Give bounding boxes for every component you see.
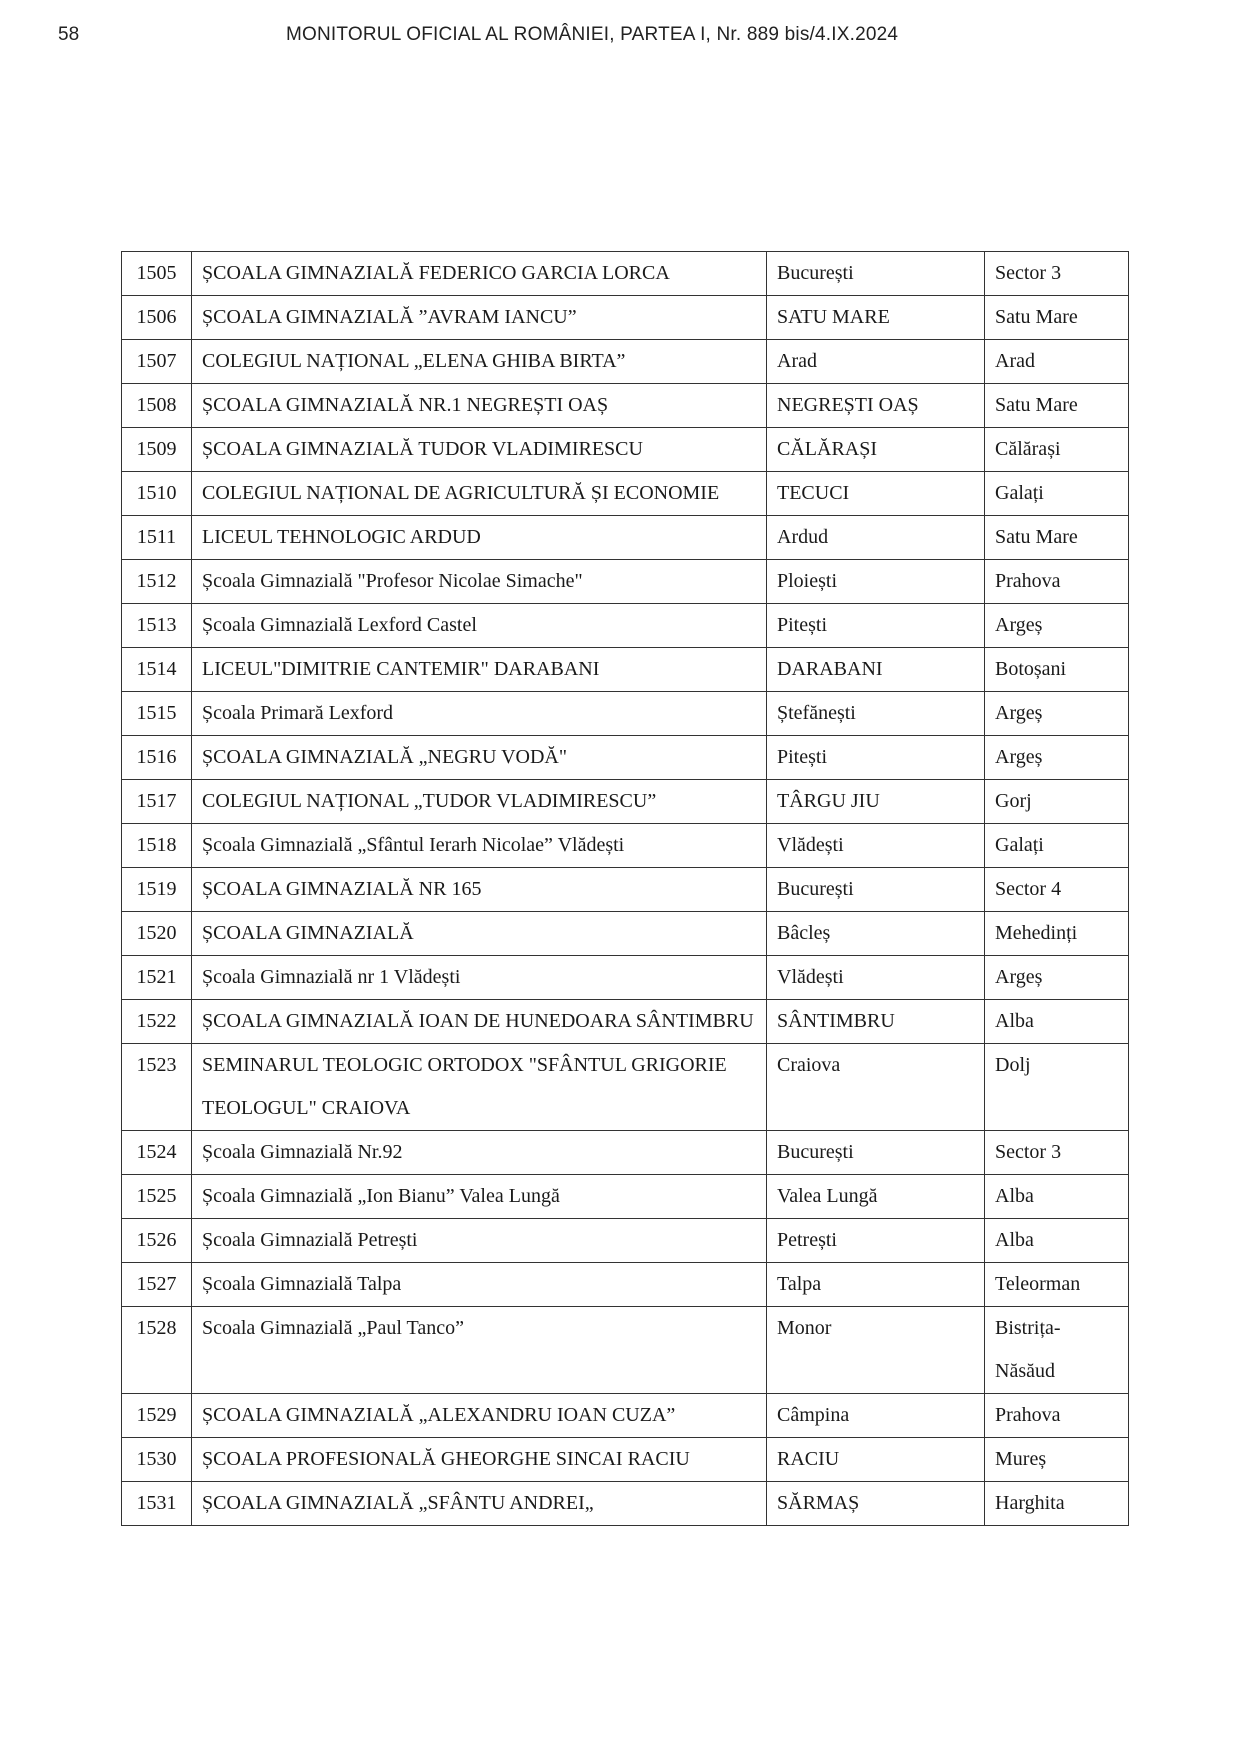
school-name: ȘCOALA GIMNAZIALĂ IOAN DE HUNEDOARA SÂNTIMBRU (192, 1000, 767, 1044)
row-number: 1523 (122, 1044, 192, 1131)
county: Mehedinți (985, 912, 1129, 956)
table-row (122, 956, 1129, 1000)
row-number: 1521 (122, 956, 192, 1000)
locality: Pitești (767, 736, 985, 780)
locality: Ștefănești (767, 692, 985, 736)
row-number: 1508 (122, 384, 192, 428)
table-row (122, 912, 1129, 956)
row-number: 1516 (122, 736, 192, 780)
row-number: 1509 (122, 428, 192, 472)
school-name: ȘCOALA GIMNAZIALĂ „ALEXANDRU IOAN CUZA” (192, 1394, 767, 1438)
schools-table (121, 251, 1129, 1526)
table-row (122, 1482, 1129, 1526)
locality: București (767, 868, 985, 912)
locality: Valea Lungă (767, 1175, 985, 1219)
row-number: 1526 (122, 1219, 192, 1263)
table-row (122, 824, 1129, 868)
school-name: Școala Gimnazială „Sfântul Ierarh Nicolae” Vlădești (192, 824, 767, 868)
school-name: ȘCOALA GIMNAZIALĂ FEDERICO GARCIA LORCA (192, 252, 767, 296)
school-name: LICEUL TEHNOLOGIC ARDUD (192, 516, 767, 560)
table-row (122, 384, 1129, 428)
school-name: Școala Gimnazială Petrești (192, 1219, 767, 1263)
locality: RACIU (767, 1438, 985, 1482)
table-row (122, 1307, 1129, 1394)
county: Argeș (985, 604, 1129, 648)
locality: DARABANI (767, 648, 985, 692)
locality: TECUCI (767, 472, 985, 516)
row-number: 1529 (122, 1394, 192, 1438)
row-number: 1519 (122, 868, 192, 912)
table-row (122, 516, 1129, 560)
row-number: 1520 (122, 912, 192, 956)
row-number: 1512 (122, 560, 192, 604)
row-number: 1522 (122, 1000, 192, 1044)
locality: Arad (767, 340, 985, 384)
county: Alba (985, 1000, 1129, 1044)
page-header-title: MONITORUL OFICIAL AL ROMÂNIEI, PARTEA I, Nr. 889 bis/4.IX.2024 (286, 24, 899, 45)
school-name: ȘCOALA PROFESIONALĂ GHEORGHE SINCAI RACIU (192, 1438, 767, 1482)
page-number: 58 (58, 24, 80, 45)
school-name: COLEGIUL NAȚIONAL „TUDOR VLADIMIRESCU” (192, 780, 767, 824)
table-row (122, 472, 1129, 516)
table-row (122, 252, 1129, 296)
locality: SĂRMAȘ (767, 1482, 985, 1526)
school-name: ȘCOALA GIMNAZIALĂ „SFÂNTU ANDREI„ (192, 1482, 767, 1526)
county: Prahova (985, 1394, 1129, 1438)
county: Galați (985, 472, 1129, 516)
table-row (122, 560, 1129, 604)
county: Satu Mare (985, 516, 1129, 560)
locality: Pitești (767, 604, 985, 648)
locality: Ardud (767, 516, 985, 560)
county: Botoșani (985, 648, 1129, 692)
school-name: SEMINARUL TEOLOGIC ORTODOX "SFÂNTUL GRIGORIE TEOLOGUL" CRAIOVA (192, 1044, 767, 1131)
row-number: 1505 (122, 252, 192, 296)
school-name: Școala Gimnazială Lexford Castel (192, 604, 767, 648)
school-name: ȘCOALA GIMNAZIALĂ TUDOR VLADIMIRESCU (192, 428, 767, 472)
county: Sector 3 (985, 1131, 1129, 1175)
locality: București (767, 1131, 985, 1175)
county: Sector 4 (985, 868, 1129, 912)
table-row (122, 1044, 1129, 1131)
table-row (122, 1000, 1129, 1044)
school-name: ȘCOALA GIMNAZIALĂ NR 165 (192, 868, 767, 912)
table-row (122, 736, 1129, 780)
table-row (122, 648, 1129, 692)
school-name: Școala Primară Lexford (192, 692, 767, 736)
school-name: ȘCOALA GIMNAZIALĂ ”AVRAM IANCU” (192, 296, 767, 340)
school-name: Scoala Gimnazială „Paul Tanco” (192, 1307, 767, 1394)
school-name: ȘCOALA GIMNAZIALĂ NR.1 NEGREȘTI OAȘ (192, 384, 767, 428)
county: Arad (985, 340, 1129, 384)
locality: TÂRGU JIU (767, 780, 985, 824)
table-row (122, 340, 1129, 384)
table-row (122, 1394, 1129, 1438)
county: Teleorman (985, 1263, 1129, 1307)
school-name: COLEGIUL NAȚIONAL „ELENA GHIBA BIRTA” (192, 340, 767, 384)
row-number: 1511 (122, 516, 192, 560)
county: Gorj (985, 780, 1129, 824)
school-name: Școala Gimnazială "Profesor Nicolae Simache" (192, 560, 767, 604)
row-number: 1514 (122, 648, 192, 692)
county: Prahova (985, 560, 1129, 604)
locality: Câmpina (767, 1394, 985, 1438)
table-row (122, 1438, 1129, 1482)
locality: Vlădești (767, 956, 985, 1000)
county: Alba (985, 1175, 1129, 1219)
county: Argeș (985, 736, 1129, 780)
locality: Monor (767, 1307, 985, 1394)
row-number: 1528 (122, 1307, 192, 1394)
row-number: 1506 (122, 296, 192, 340)
locality: SATU MARE (767, 296, 985, 340)
row-number: 1527 (122, 1263, 192, 1307)
locality: Craiova (767, 1044, 985, 1131)
locality: SÂNTIMBRU (767, 1000, 985, 1044)
county: Călărași (985, 428, 1129, 472)
table-row (122, 1131, 1129, 1175)
county: Galați (985, 824, 1129, 868)
locality: Vlădești (767, 824, 985, 868)
table-row (122, 428, 1129, 472)
locality: Talpa (767, 1263, 985, 1307)
school-name: ȘCOALA GIMNAZIALĂ „NEGRU VODĂ" (192, 736, 767, 780)
school-name: Școala Gimnazială Nr.92 (192, 1131, 767, 1175)
table-row (122, 1175, 1129, 1219)
row-number: 1518 (122, 824, 192, 868)
table-row (122, 692, 1129, 736)
county: Sector 3 (985, 252, 1129, 296)
county: Satu Mare (985, 384, 1129, 428)
row-number: 1517 (122, 780, 192, 824)
county: Argeș (985, 956, 1129, 1000)
table-row (122, 780, 1129, 824)
school-name: LICEUL"DIMITRIE CANTEMIR" DARABANI (192, 648, 767, 692)
row-number: 1525 (122, 1175, 192, 1219)
county: Dolj (985, 1044, 1129, 1131)
table-row (122, 296, 1129, 340)
county: Harghita (985, 1482, 1129, 1526)
table-row (122, 1263, 1129, 1307)
county: Satu Mare (985, 296, 1129, 340)
locality: Bâcleș (767, 912, 985, 956)
row-number: 1513 (122, 604, 192, 648)
row-number: 1510 (122, 472, 192, 516)
school-name: Școala Gimnazială „Ion Bianu” Valea Lungă (192, 1175, 767, 1219)
table-row (122, 1219, 1129, 1263)
table-row (122, 868, 1129, 912)
school-name: COLEGIUL NAȚIONAL DE AGRICULTURĂ ȘI ECONOMIE (192, 472, 767, 516)
county: Alba (985, 1219, 1129, 1263)
school-name: Școala Gimnazială Talpa (192, 1263, 767, 1307)
table-row (122, 604, 1129, 648)
locality: Petrești (767, 1219, 985, 1263)
county: Bistrița-Năsăud (985, 1307, 1129, 1394)
county: Mureș (985, 1438, 1129, 1482)
row-number: 1507 (122, 340, 192, 384)
row-number: 1524 (122, 1131, 192, 1175)
school-name: ȘCOALA GIMNAZIALĂ (192, 912, 767, 956)
school-name: Școala Gimnazială nr 1 Vlădești (192, 956, 767, 1000)
locality: CĂLĂRAȘI (767, 428, 985, 472)
locality: NEGREȘTI OAȘ (767, 384, 985, 428)
locality: Ploiești (767, 560, 985, 604)
row-number: 1531 (122, 1482, 192, 1526)
county: Argeș (985, 692, 1129, 736)
row-number: 1515 (122, 692, 192, 736)
locality: București (767, 252, 985, 296)
row-number: 1530 (122, 1438, 192, 1482)
